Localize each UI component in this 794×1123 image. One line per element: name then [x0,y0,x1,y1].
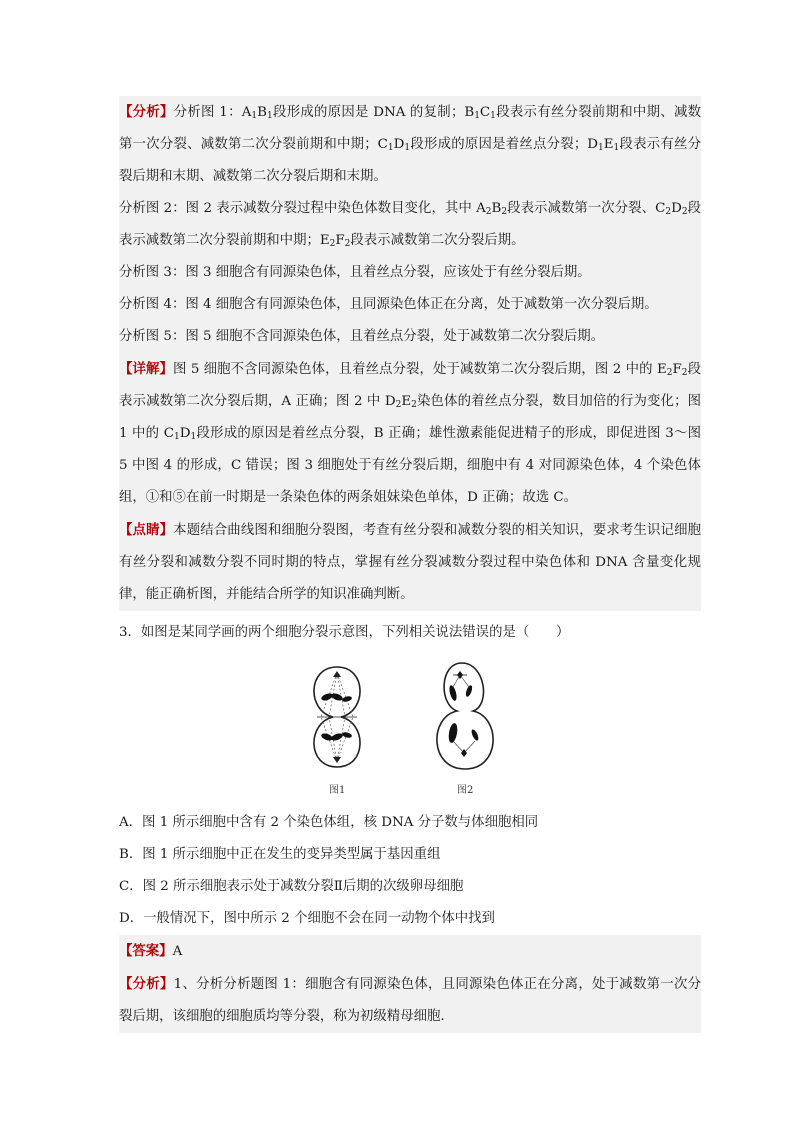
pointer-label: 【点睛】 [119,522,174,538]
detail-label: 【详解】 [119,361,173,377]
figure3-analysis: 分析图 3：图 3 细胞含有同源染色体，且着丝点分裂，应该处于有丝分裂后期。 [119,265,591,280]
cell-division-figure [119,653,701,796]
answer-block [119,935,701,1033]
figure1-caption: 图1 [329,785,346,796]
figure1-cell [314,667,360,767]
analysis-block [119,96,701,611]
figure2-caption: 图2 [457,785,474,796]
analysis2-label: 【分析】 [119,976,174,992]
figure2-analysis: 分析图 2：图 2 表示减数分裂过程中染色体数目变化，其中 $A_2B_2$段表示减数第一次分裂、$C_2D_2$段表示减数第二次分裂前期和中期；$E_2F_2$段表示减数第二次分裂后期。 [119,201,701,249]
solution-content [119,96,701,1033]
figure5-analysis: 分析图 5：图 5 细胞不含同源染色体，且着丝点分裂，处于减数第二次分裂后期。 [119,329,605,344]
option-b: B．图 1 所示细胞中正在发生的变异类型属于基因重组 [119,847,441,862]
answer-line [119,935,701,968]
figure4-analysis: 分析图 4：图 4 细胞含有同源染色体，且同源染色体正在分离，处于减数第一次分裂后期。 [119,297,658,312]
answer-value: A [172,944,183,959]
question-stem: 3．如图是某同学画的两个细胞分裂示意图，下列相关说法错误的是（ ） [119,625,570,640]
cell-diagrams [297,653,547,781]
analysis-label: 【分析】 [119,104,174,120]
option-d: D．一般情况下，图中所示 2 个细胞不会在同一动物个体中找到 [119,911,495,926]
pointer-paragraph: 【点睛】本题结合曲线图和细胞分裂图，考查有丝分裂和减数分裂的相关知识，要求考生识记细胞有丝分裂和减数分裂不同时期的特点，掌握有丝分裂减数分裂过程中染色体和 DNA 含量变化规律，能正确析图，并能结合所学的知识准确判断。 [119,522,701,602]
figure2-cell [437,663,493,769]
answer-label: 【答案】 [119,943,173,959]
figure1-analysis: 【分析】分析图 1：$A_1B_1$段形成的原因是 DNA 的复制；$B_1C_1$段表示有丝分裂前期和中期、减数第一次分裂、减数第二次分裂前期和中期；$C_1D_1$段形成的原因是着丝点分裂；$D_1E_1$段表示有丝分裂后期和末期、减数第二次分裂后期和末期。 [119,104,702,184]
analysis2-paragraph: 【分析】1、分析分析题图 1：细胞含有同源染色体，且同源染色体正在分离，处于减数第一次分裂后期，该细胞的细胞质均等分裂，称为初级精母细胞. [119,976,702,1024]
detail-paragraph: 【详解】图 5 细胞不含同源染色体，且着丝点分裂，处于减数第二次分裂后期，图 2 中的 $E_2F_2$段表示减数第二次分裂后期，A 正确；图 2 中 $D_2E_2$染色体的着丝点分裂，数目加倍的行为变化；图 1 中的 $C_1D_1$段形成的原因是着丝点分裂，B 正确；雄性激素能促进精子的形成，即促进图 3～图 5 中图 4 的形成，C 错误；图 3 细胞处于有丝分裂后期，细胞中有 4 对同源染色体，4 个染色体组，①和⑤在前一时期是一条染色体的两条姐妹染色单体，D 正确；故选 C。 [119,361,702,505]
option-c: C．图 2 所示细胞表示处于减数分裂Ⅱ后期的次级卵母细胞 [119,879,464,894]
option-a: A．图 1 所示细胞中含有 2 个染色体组，核 DNA 分子数与体细胞相同 [119,815,539,830]
